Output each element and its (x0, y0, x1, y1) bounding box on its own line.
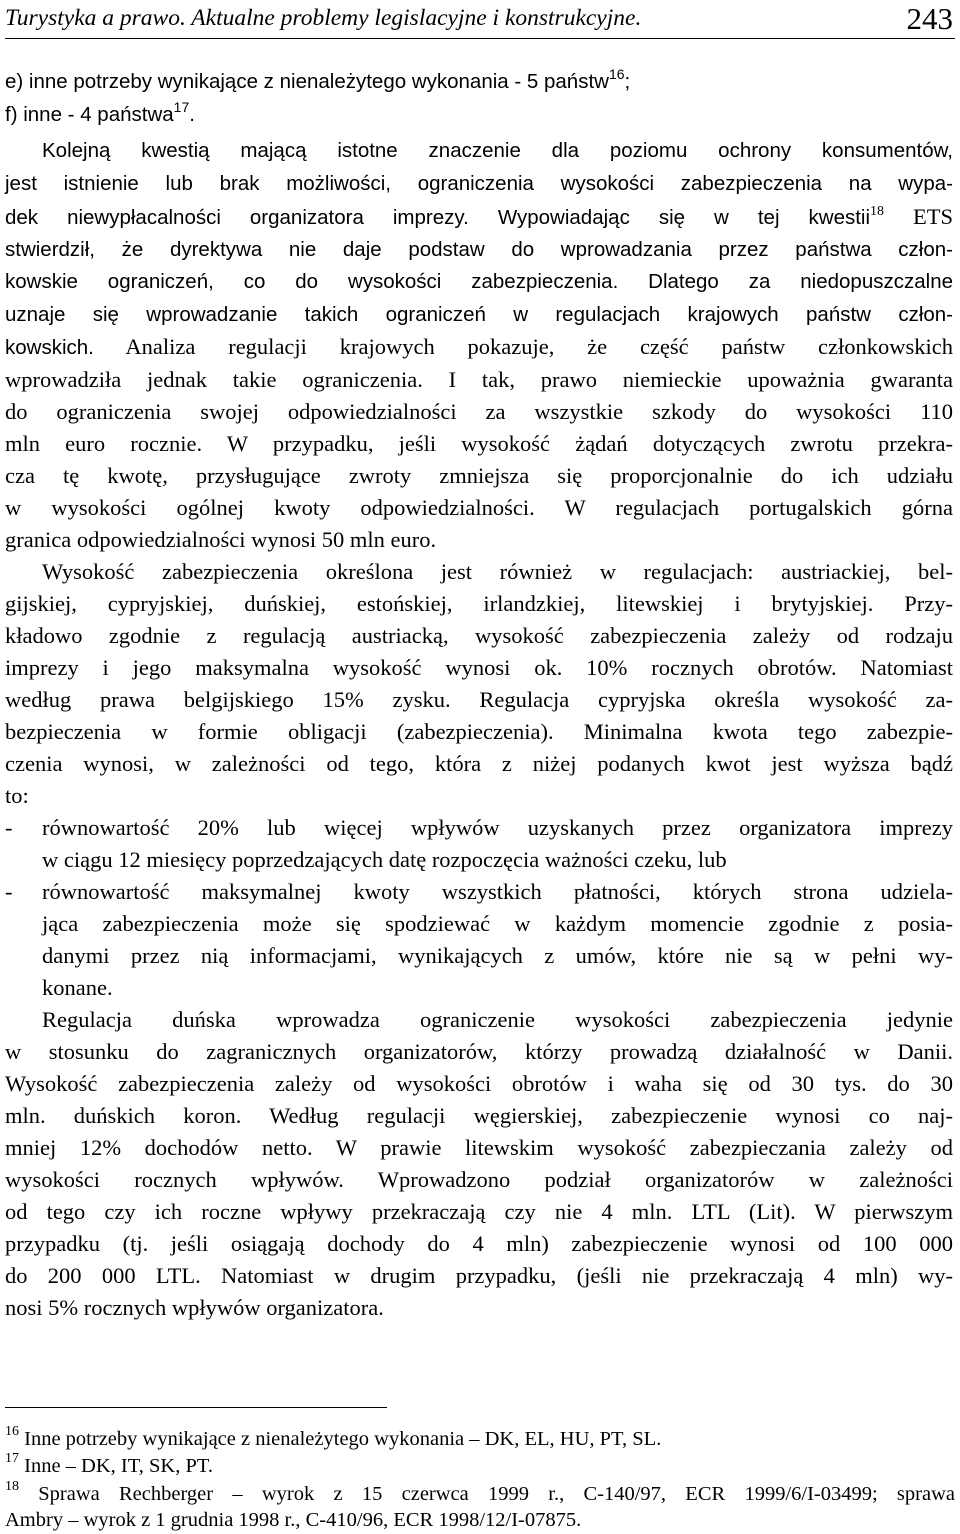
paragraph-line: wysokości rocznych wpływów. Wprowadzono podział organizatorów w zależności (5, 1167, 953, 1192)
paragraph-line: według prawa belgijskiego 15% zysku. Regulacja cypryjska określa wysokość za- (5, 687, 953, 712)
paragraph-line: kładowo zgodnie z regulacją austriacką, wysokość zabezpieczenia zależy od rodzaju (5, 623, 953, 648)
list-dash: - (5, 879, 13, 904)
paragraph-line: Kolejną kwestią mającą istotne znaczenie dla poziomu ochrony konsumentów, (42, 139, 953, 162)
paragraph-fragment: mln euro rocznie. (5, 431, 203, 456)
footnote-16 (5, 1426, 661, 1452)
paragraph-fragment: W przypadku, jeśli wysokość żądań dotyczących zwrotu przekra- (202, 431, 953, 456)
paragraph-fragment: wprowadziła jednak takie ograniczenia. (5, 367, 423, 392)
footnote-text: Sprawa Rechberger – wyrok z 15 czerwca 1999 r., C-140/97, ECR 1999/6/I-03499; sprawa (19, 1483, 955, 1505)
list-item-line: równowartość maksymalnej kwoty wszystkich płatności, których strona udziela- (42, 879, 953, 904)
paragraph-fragment: Wypowiadając się w tej kwestii (468, 206, 871, 229)
footnote-number: 17 (5, 1451, 19, 1466)
paragraph-line (5, 203, 953, 232)
paragraph-line: stwierdził, że dyrektywa nie daje podstaw do wprowadzania przez państwa człon- (5, 238, 953, 261)
paragraph-line: imprezy i jego maksymalna wysokość wynosi ok. 10% rocznych obrotów. Natomiast (5, 655, 953, 680)
list-item-line: równowartość 20% lub więcej wpływów uzyskanych przez organizatora imprezy (42, 815, 953, 840)
running-header (5, 2, 955, 39)
paragraph-line: w wysokości ogólnej kwoty odpowiedzialności. W regulacjach portugalskich górna (5, 495, 953, 520)
paragraph-line: do 200 000 LTL. Natomiast w drugim przypadku, (jeśli nie przekraczają 4 mln) wy- (5, 1263, 953, 1288)
list-item-f (5, 101, 195, 129)
paragraph-line: Wysokość zabezpieczenia zależy od wysokości obrotów i waha się od 30 tys. do 30 (5, 1071, 953, 1096)
list-item-line: w ciągu 12 miesięcy poprzedzających datę rozpoczęcia ważności czeku, lub (42, 847, 727, 872)
paragraph-line: Regulacja duńska wprowadza ograniczenie wysokości zabezpieczenia jedynie (42, 1007, 953, 1032)
footnote-separator (5, 1407, 387, 1408)
paragraph-fragment: Analiza regulacji krajowych pokazuje, że część państw członkowskich (93, 334, 953, 359)
paragraph-line: do ograniczenia swojej odpowiedzialności za wszystkie szkody do wysokości 110 (5, 399, 953, 424)
document-page (5, 0, 955, 1534)
footnote-number: 16 (5, 1424, 19, 1439)
paragraph-line: kowskie ograniczeń, co do wysokości zabezpieczenia. Dlatego za niedopuszczalne (5, 270, 953, 293)
paragraph-line (5, 333, 953, 362)
paragraph-line: uznaje się wprowadzanie takich ograniczeń w regulacjach krajowych państw człon- (5, 303, 953, 326)
paragraph-fragment: I tak, prawo niemieckie upoważnia gwaranta (422, 367, 953, 392)
paragraph-line (5, 430, 953, 458)
footnote-17 (5, 1453, 213, 1479)
paragraph-line: czenia wynosi, w zależności od tego, która z niżej podanych kwot jest wyższa bądź (5, 751, 953, 776)
footnote-text: Inne potrzeby wynikające z nienależytego wykonania – DK, EL, HU, PT, SL. (19, 1428, 662, 1450)
paragraph-line (5, 366, 953, 394)
list-dash: - (5, 815, 13, 840)
paragraph-line: mln. duńskich koron. Według regulacji węgierskiej, zabezpieczenie wynosi co naj- (5, 1103, 953, 1128)
footnote-18 (5, 1481, 955, 1507)
header-title: Turystyka a prawo. Aktualne problemy legislacyjne i konstrukcyjne. (5, 5, 642, 31)
list-item-tail: . (189, 103, 195, 126)
paragraph-line: jest istnienie lub brak możliwości, ograniczenia wysokości zabezpieczenia na wypa- (5, 172, 953, 195)
paragraph-fragment: kowskich. (5, 336, 94, 359)
list-item-line: jąca zabezpieczenia może się spodziewać w każdym momencie zgodnie z posia- (42, 911, 953, 936)
list-item-text: f) inne - 4 państwa (5, 103, 174, 126)
paragraph-line: cza tę kwotę, przysługujące zwroty zmniejsza się proporcjonalnie do ich udziału (5, 463, 953, 488)
paragraph-line: gijskiej, cypryjskiej, duńskiej, estońskiej, irlandzkiej, litewskiej i brytyjskiej. Przy- (5, 591, 953, 616)
footnote-ref[interactable]: 16 (608, 66, 625, 82)
list-item-text: e) inne potrzeby wynikające z nienależytego wykonania - 5 państw (5, 70, 609, 93)
paragraph-line: Wysokość zabezpieczenia określona jest również w regulacjach: austriackiej, bel- (42, 559, 953, 584)
paragraph-line: przypadku (tj. jeśli osiągają dochody do 4 mln) zabezpieczenie wynosi od 100 000 (5, 1231, 953, 1256)
list-item-e (5, 68, 630, 96)
page-number: 243 (906, 1, 953, 36)
list-item-line: danymi przez nią informacjami, wynikających z umów, które nie są w pełni wy- (42, 943, 953, 968)
paragraph-line: nosi 5% rocznych wpływów organizatora. (5, 1295, 384, 1320)
footnote-18-continuation: Ambry – wyrok z 1 grudnia 1998 r., C-410/96, ECR 1998/12/I-07875. (5, 1509, 582, 1531)
footnote-text: Inne – DK, IT, SK, PT. (19, 1455, 213, 1477)
footnote-number: 18 (5, 1479, 19, 1494)
list-item-line: konane. (42, 975, 113, 1000)
paragraph-line: w stosunku do zagranicznych organizatorów, którzy prowadzą działalność w Danii. (5, 1039, 953, 1064)
paragraph-fragment: ETS (884, 204, 953, 229)
footnote-ref[interactable]: 17 (173, 99, 190, 115)
paragraph-line: to: (5, 783, 29, 808)
paragraph-fragment: dek niewypłacalności organizatora imprezy. (5, 206, 469, 229)
footnote-ref[interactable]: 18 (870, 204, 885, 219)
list-item-tail: ; (624, 70, 631, 93)
paragraph-line: bezpieczenia w formie obligacji (zabezpieczenia). Minimalna kwota tego zabezpie- (5, 719, 953, 744)
paragraph-line: od tego czy ich roczne wpływy przekraczają czy nie 4 mln. LTL (Lit). W pierwszym (5, 1199, 953, 1224)
paragraph-line: mniej 12% dochodów netto. W prawie litewskim wysokość zabezpieczania zależy od (5, 1135, 953, 1160)
paragraph-line: granica odpowiedzialności wynosi 50 mln euro. (5, 527, 437, 552)
